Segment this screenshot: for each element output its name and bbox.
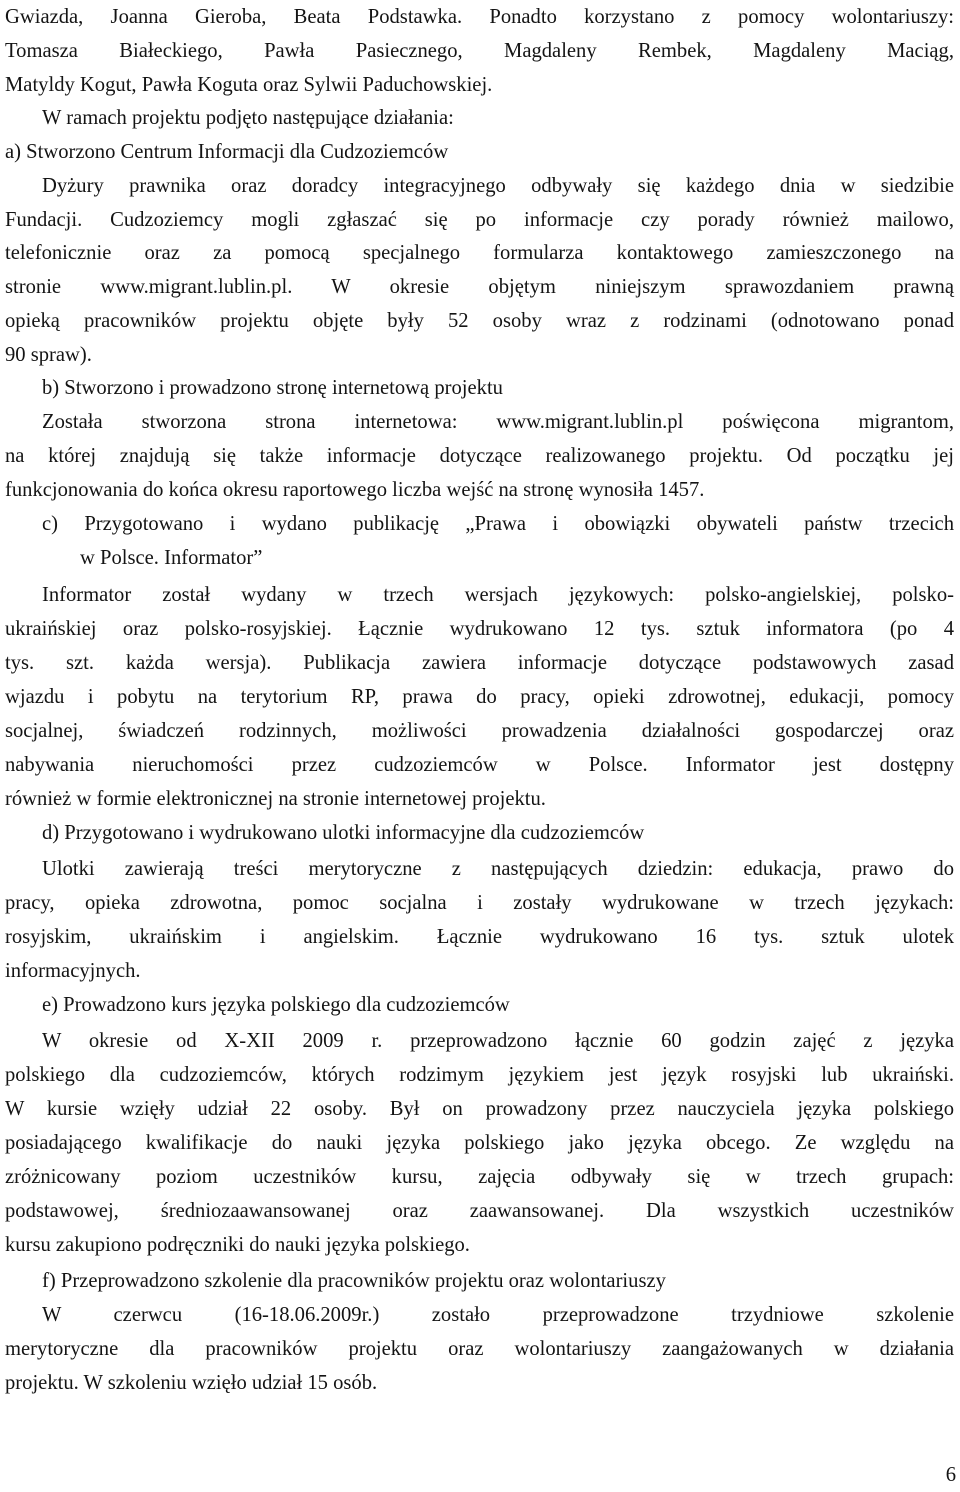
text-line: Ulotki zawierają treści merytoryczne z następujących dziedzin: edukacja, prawo do bbox=[42, 858, 954, 880]
text-line: informacyjnych. bbox=[5, 960, 141, 982]
text-line: 90 spraw). bbox=[5, 344, 92, 366]
text-line: Fundacji. Cudzoziemcy mogli zgłaszać się po informacje czy porady również mailowo, bbox=[5, 209, 954, 231]
text-line: projektu. W szkoleniu wzięło udział 15 osób. bbox=[5, 1372, 378, 1394]
text-line: Dyżury prawnika oraz doradcy integracyjnego odbywały się każdego dnia w siedzibie bbox=[42, 175, 954, 197]
text-line: posiadającego kwalifikacje do nauki języka polskiego jako języka obcego. Ze względu na bbox=[5, 1132, 954, 1154]
text-line: Gwiazda, Joanna Gieroba, Beata Podstawka. Ponadto korzystano z pomocy wolontariuszy: bbox=[5, 6, 954, 28]
text-line: pracy, opieka zdrowotna, pomoc socjalna i zostały wydrukowane w trzech językach: bbox=[5, 892, 954, 914]
section-heading-f: f) Przeprowadzono szkolenie dla pracowników projektu oraz wolontariuszy bbox=[42, 1270, 666, 1292]
text-line: tys. szt. każda wersja). Publikacja zawiera informacje dotyczące podstawowych zasad bbox=[5, 652, 954, 674]
text-line: Tomasza Białeckiego, Pawła Pasiecznego, Magdaleny Rembek, Magdaleny Maciąg, bbox=[5, 40, 954, 62]
section-heading-b: b) Stworzono i prowadzono stronę internetową projektu bbox=[42, 377, 503, 399]
text-line: rosyjskim, ukraińskim i angielskim. Łącznie wydrukowano 16 tys. sztuk ulotek bbox=[5, 926, 954, 948]
text-line: W ramach projektu podjęto następujące działania: bbox=[42, 107, 454, 129]
text-line: podstawowej, średniozaawansowanej oraz zaawansowanej. Dla wszystkich uczestników bbox=[5, 1200, 954, 1222]
section-heading-c-cont: w Polsce. Informator” bbox=[80, 547, 263, 569]
page-number: 6 bbox=[945, 1464, 956, 1486]
text-line: kursu zakupiono podręczniki do nauki języka polskiego. bbox=[5, 1234, 470, 1256]
text-line: Matyldy Kogut, Pawła Koguta oraz Sylwii Paduchowskiej. bbox=[5, 74, 493, 96]
section-heading-a: a) Stworzono Centrum Informacji dla Cudzoziemców bbox=[5, 141, 449, 163]
section-heading-c: c) Przygotowano i wydano publikację „Prawa i obowiązki obywateli państw trzecich bbox=[42, 513, 954, 535]
text-line: zróżnicowany poziom uczestników kursu, zajęcia odbywały się w trzech grupach: bbox=[5, 1166, 954, 1188]
text-line: merytoryczne dla pracowników projektu oraz wolontariuszy zaangażowanych w działania bbox=[5, 1338, 954, 1360]
text-line: również w formie elektronicznej na stronie internetowej projektu. bbox=[5, 788, 546, 810]
section-heading-e: e) Prowadzono kurs języka polskiego dla cudzoziemców bbox=[42, 994, 510, 1016]
text-line: ukraińskiej oraz polsko-rosyjskiej. Łącznie wydrukowano 12 tys. sztuk informatora (po 4 bbox=[5, 618, 954, 640]
text-line: funkcjonowania do końca okresu raportowego liczba wejść na stronę wynosiła 1457. bbox=[5, 479, 705, 501]
text-line: polskiego dla cudzoziemców, których rodzimym językiem jest język rosyjski lub ukraiński. bbox=[5, 1064, 954, 1086]
text-line: wjazdu i pobytu na terytorium RP, prawa do pracy, opieki zdrowotnej, edukacji, pomocy bbox=[5, 686, 954, 708]
text-line: opieką pracowników projektu objęte były 52 osoby wraz z rodzinami (odnotowano ponad bbox=[5, 310, 954, 332]
text-line: W kursie wzięły udział 22 osoby. Był on prowadzony przez nauczyciela języka polskiego bbox=[5, 1098, 954, 1120]
section-heading-d: d) Przygotowano i wydrukowano ulotki informacyjne dla cudzoziemców bbox=[42, 822, 645, 844]
text-line: na której znajdują się także informacje dotyczące realizowanego projektu. Od początku jej bbox=[5, 445, 954, 467]
text-line: Została stworzona strona internetowa: www.migrant.lublin.pl poświęcona migrantom, bbox=[42, 411, 954, 433]
text-line: socjalnej, świadczeń rodzinnych, możliwości prowadzenia działalności gospodarczej oraz bbox=[5, 720, 954, 742]
text-line: telefonicznie oraz za pomocą specjalnego formularza kontaktowego zamieszczonego na bbox=[5, 242, 954, 264]
text-line: Informator został wydany w trzech wersjach językowych: polsko-angielskiej, polsko- bbox=[42, 584, 954, 606]
text-line: W okresie od X-XII 2009 r. przeprowadzono łącznie 60 godzin zajęć z języka bbox=[42, 1030, 954, 1052]
text-line: stronie www.migrant.lublin.pl. W okresie objętym niniejszym sprawozdaniem prawną bbox=[5, 276, 954, 298]
text-line: nabywania nieruchomości przez cudzoziemców w Polsce. Informator jest dostępny bbox=[5, 754, 954, 776]
text-line: W czerwcu (16-18.06.2009r.) zostało przeprowadzone trzydniowe szkolenie bbox=[42, 1304, 954, 1326]
